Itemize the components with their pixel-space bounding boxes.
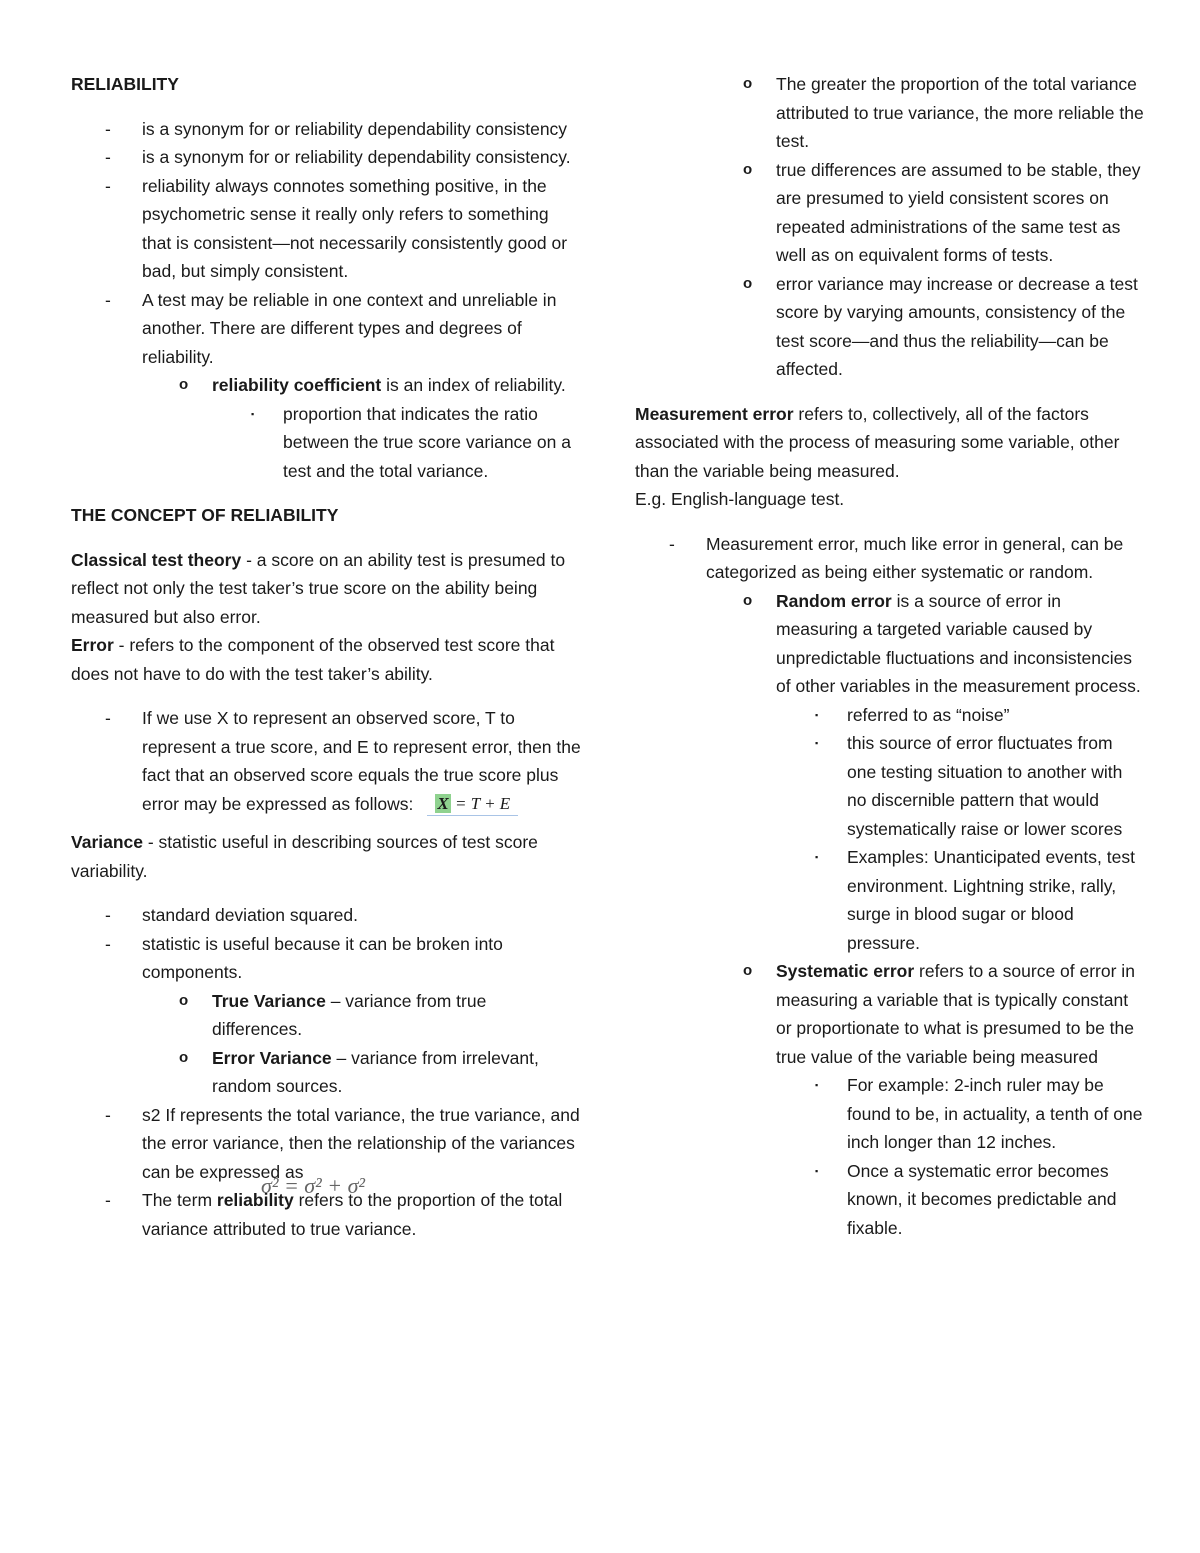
list-item-text: s2 If represents the total variance, the true variance, and the error variance, then the relationship of the variances can be expressed as xyxy=(142,1104,580,1182)
square-marker: ▪ xyxy=(251,408,255,419)
square-marker: ▪ xyxy=(815,709,819,720)
heading-concept: THE CONCEPT OF RELIABILITY xyxy=(71,505,339,525)
term-reliability: reliability xyxy=(216,1190,294,1210)
sub-list-item xyxy=(71,987,581,1044)
sub-sub-list-item-text: this source of error fluctuates from one testing situation to another with no discernible pattern that would systematically raise or lower scores xyxy=(847,733,1123,839)
list-item-text: refers to the proportion of the total variance attributed to true variance. xyxy=(142,1190,563,1239)
term-reliability-coefficient: reliability coefficient xyxy=(212,375,382,395)
paragraph-error xyxy=(71,631,581,688)
variance-formula: σ² = σ² + σ² xyxy=(261,1173,366,1198)
sub-sub-list-item xyxy=(635,843,1145,957)
sub-sub-list-item xyxy=(635,729,1145,843)
paragraph-text: refers to, collectively, all of the factors associated with the process of measuring some variable, other than the variable being measured. xyxy=(635,403,1120,481)
formula-x: X xyxy=(437,794,449,814)
paragraph-example: E.g. English-language test. xyxy=(635,489,845,509)
sub-list-item-text: The greater the proportion of the total variance attributed to true variance, the more reliable the test. xyxy=(776,74,1144,151)
list-item xyxy=(71,286,581,372)
sub-list-item-text: is a source of error in measuring a targeted variable caused by unpredictable fluctuations and inconsistencies of other variables in the measurement process. xyxy=(776,590,1141,696)
sub-list-item-text: error variance may increase or decrease a test score by varying amounts, consistency of the test score—and thus the reliability—can be affected. xyxy=(776,273,1138,379)
list-item xyxy=(71,172,581,286)
term-random-error: Random error xyxy=(776,590,892,611)
paragraph-classical-test-theory xyxy=(71,546,581,632)
list-item xyxy=(71,1101,581,1187)
dash-marker: - xyxy=(105,905,111,925)
term-systematic-error: Systematic error xyxy=(776,961,915,981)
list-item xyxy=(71,143,581,172)
list-item xyxy=(71,115,581,144)
sub-sub-list-item-text: Once a systematic error becomes known, it becomes predictable and fixable. xyxy=(847,1160,1117,1238)
sub-list-item xyxy=(635,957,1145,1071)
term-measurement-error: Measurement error xyxy=(635,403,794,424)
sub-sub-list-item xyxy=(635,1157,1145,1243)
sub-list-item xyxy=(635,70,1145,156)
paragraph-text: - a score on an ability test is presumed to reflect not only the test taker’s true score on the ability being measured but also error. xyxy=(71,549,566,627)
dash-marker: - xyxy=(105,147,111,167)
circle-marker: o xyxy=(179,1048,189,1066)
list-item-text: is a synonym for or reliability dependability consistency. xyxy=(142,147,571,167)
square-marker: ▪ xyxy=(815,852,819,862)
dash-marker: - xyxy=(105,1190,111,1210)
square-marker: ▪ xyxy=(815,1080,819,1090)
sub-list-item-text: is an index of reliability. xyxy=(381,375,566,395)
sub-sub-list-item-text: referred to as “noise” xyxy=(847,704,1010,725)
list-item xyxy=(71,901,581,930)
sub-sub-list-item xyxy=(71,400,581,486)
sub-list-item-text: – variance from irrelevant, random sources. xyxy=(212,1047,539,1096)
dash-marker: - xyxy=(105,289,111,310)
right-column xyxy=(635,70,1145,1242)
dash-marker: - xyxy=(105,118,111,139)
dash-marker: - xyxy=(105,708,111,728)
list-item xyxy=(71,1173,581,1243)
list-item-text: is a synonym for or reliability dependability consistency xyxy=(142,118,568,139)
sub-list-item xyxy=(71,1044,581,1101)
circle-marker: o xyxy=(743,75,753,92)
sub-list-item xyxy=(71,371,581,400)
circle-marker: o xyxy=(743,160,753,178)
sub-list-item xyxy=(635,156,1145,270)
sub-list-item-text: – variance from true differences. xyxy=(212,990,487,1039)
dash-marker: - xyxy=(105,175,111,196)
sub-sub-list-item-text: Examples: Unanticipated events, test environment. Lightning strike, rally, surge in blood sugar or blood pressure. xyxy=(847,847,1135,953)
paragraph-variance xyxy=(71,828,581,885)
list-item-text: Measurement error, much like error in general, can be categorized as being either systematic or random. xyxy=(706,533,1124,582)
sub-list-item xyxy=(635,587,1145,701)
list-item-text: statistic is useful because it can be broken into components. xyxy=(142,933,503,982)
list-item xyxy=(71,704,581,818)
term-classical-test-theory: Classical test theory xyxy=(71,549,242,570)
sub-list-item xyxy=(635,270,1145,384)
circle-marker: o xyxy=(743,591,753,609)
list-item-text: The term xyxy=(142,1190,217,1210)
list-item xyxy=(635,530,1145,587)
list-item-text: A test may be reliable in one context and unreliable in another. There are different types and degrees of reliability. xyxy=(142,289,557,367)
left-column xyxy=(71,70,581,1243)
square-marker: ▪ xyxy=(815,1165,819,1176)
paragraph-text: - refers to the component of the observed test score that does not have to do with the test taker’s ability. xyxy=(71,635,555,684)
circle-marker: o xyxy=(179,991,189,1009)
list-item-text: standard deviation squared. xyxy=(142,905,358,925)
term-error: Error xyxy=(71,635,114,655)
heading-reliability: RELIABILITY xyxy=(71,74,179,94)
paragraph-measurement-error xyxy=(635,400,1145,486)
circle-marker: o xyxy=(179,376,189,393)
circle-marker: o xyxy=(743,274,753,292)
term-variance: Variance xyxy=(71,832,143,852)
sub-sub-list-item xyxy=(635,701,1145,730)
dash-marker: - xyxy=(105,933,111,954)
circle-marker: o xyxy=(743,962,753,979)
formula-xte xyxy=(427,793,518,816)
sub-sub-list-item xyxy=(635,1071,1145,1157)
dash-marker: - xyxy=(669,533,675,554)
square-marker: ▪ xyxy=(815,738,819,748)
term-true-variance: True Variance xyxy=(212,990,326,1011)
dash-marker: - xyxy=(105,1104,111,1125)
sub-sub-list-item-text: proportion that indicates the ratio between the true score variance on a test and the total variance. xyxy=(283,403,571,481)
sub-list-item-text: true differences are assumed to be stable, they are presumed to yield consistent scores on repeated administrations of the same test as well as on equivalent forms of tests. xyxy=(776,159,1141,265)
paragraph-text: - statistic useful in describing sources of test score variability. xyxy=(71,832,538,881)
sub-list-item-text: refers to a source of error in measuring a variable that is typically constant or proportionate to what is presumed to be the true value of the variable being measured xyxy=(776,961,1135,1067)
list-item-text: reliability always connotes something positive, in the psychometric sense it really only refers to something that is consistent—not necessarily consistently good or bad, but simply consistent. xyxy=(142,175,568,281)
list-item xyxy=(71,930,581,987)
term-error-variance: Error Variance xyxy=(212,1047,332,1068)
formula-rest: = T + E xyxy=(450,794,511,814)
list-item-text: If we use X to represent an observed score, T to represent a true score, and E to represent error, then the fact that an observed score equals the true score plus error may be expressed as follows: xyxy=(142,708,581,814)
sub-sub-list-item-text: For example: 2-inch ruler may be found to be, in actuality, a tenth of one inch longer than 12 inches. xyxy=(847,1075,1143,1152)
